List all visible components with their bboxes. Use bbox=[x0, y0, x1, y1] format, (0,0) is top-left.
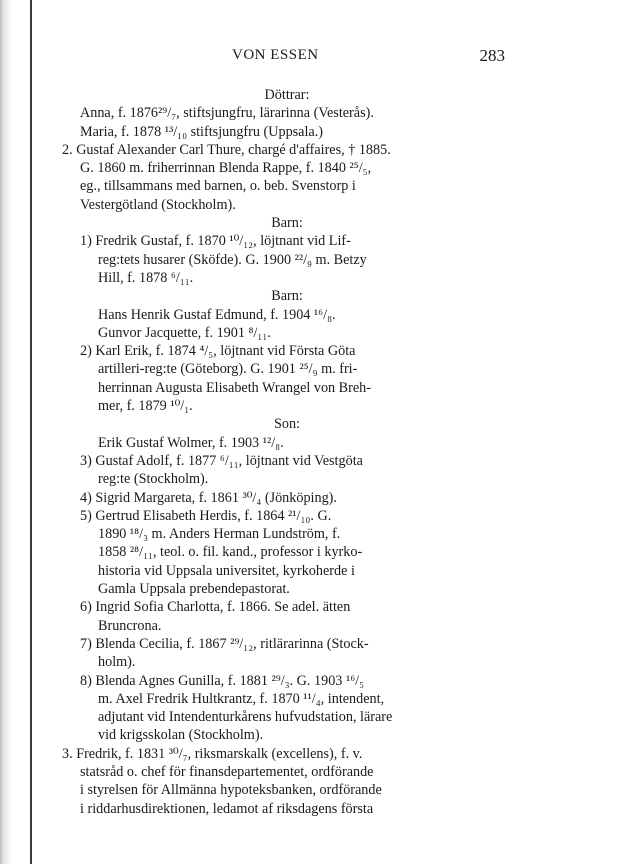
section-heading-children: Barn: bbox=[271, 215, 303, 232]
text-line: i styrelsen för Allmänna hypoteksbanken, ordförande bbox=[80, 782, 382, 799]
text-line: artilleri-reg:te (Göteborg). G. 1901 ²⁵/₉ m. fri- bbox=[98, 361, 358, 378]
text-line: Maria, f. 1878 ¹³/₁₀ stiftsjungfru (Uppsala.) bbox=[80, 123, 323, 140]
text-line: 1) Fredrik Gustaf, f. 1870 ¹⁰/₁₂, löjtnant vid Lif- bbox=[80, 233, 351, 250]
text-line: holm). bbox=[98, 654, 136, 671]
text-line: 6) Ingrid Sofia Charlotta, f. 1866. Se adel. ätten bbox=[80, 599, 351, 616]
page-number: 283 bbox=[479, 46, 505, 65]
text-line: Erik Gustaf Wolmer, f. 1903 ¹²/₈. bbox=[98, 434, 284, 451]
text-line: statsråd o. chef för finansdepartementet, ordförande bbox=[80, 763, 374, 780]
text-line: Hill, f. 1878 ⁶/₁₁. bbox=[98, 269, 194, 286]
section-heading-daughters: Döttrar: bbox=[264, 87, 310, 103]
text-line: 1858 ²⁸/₁₁, teol. o. fil. kand., professor i kyrko- bbox=[98, 544, 363, 561]
text-line: herrinnan Augusta Elisabeth Wrangel von Breh- bbox=[98, 379, 371, 396]
text-line: 8) Blenda Agnes Gunilla, f. 1881 ²⁹/₃. G. 1903 ¹⁶/₅ bbox=[80, 672, 365, 689]
text-line: 3. Fredrik, f. 1831 ³⁰/₇, riksmarskalk (excellens), f. v. bbox=[62, 745, 363, 762]
text-line: Gamla Uppsala prebendepastorat. bbox=[98, 581, 290, 598]
section-heading-son: Son: bbox=[273, 416, 301, 433]
text-line: Bruncrona. bbox=[98, 617, 162, 634]
text-line: 4) Sigrid Margareta, f. 1861 ³⁰/₄ (Jönköping). bbox=[80, 489, 337, 506]
text-line: 1890 ¹⁸/₃ m. Anders Herman Lundström, f. bbox=[98, 526, 341, 543]
text-line: Gunvor Jacquette, f. 1901 ⁸/₁₁. bbox=[98, 324, 271, 341]
text-line: 7) Blenda Cecilia, f. 1867 ²⁹/₁₂, ritlärarinna (Stock- bbox=[80, 635, 369, 652]
text-line: 2) Karl Erik, f. 1874 ⁴/₅, löjtnant vid Första Göta bbox=[80, 343, 356, 360]
binding-line bbox=[30, 0, 32, 864]
text-line: vid krigsskolan (Stockholm). bbox=[98, 727, 264, 744]
text-line: 3) Gustaf Adolf, f. 1877 ⁶/₁₁, löjtnant vid Vestgöta bbox=[80, 452, 363, 469]
text-line: historia vid Uppsala universitet, kyrkoherde i bbox=[98, 562, 355, 579]
running-title: VON ESSEN bbox=[232, 47, 319, 63]
text-line: adjutant vid Intendenturkårens hufvudstation, lärare bbox=[98, 709, 393, 726]
text-line: G. 1860 m. friherrinnan Blenda Rappe, f. 1840 ²⁵/₅, bbox=[80, 160, 372, 177]
text-line: reg:tets husarer (Sköfde). G. 1900 ²²/₉ m. Betzy bbox=[98, 251, 367, 268]
page-header bbox=[200, 47, 505, 69]
text-line: Hans Henrik Gustaf Edmund, f. 1904 ¹⁶/₈. bbox=[98, 306, 336, 323]
text-line: 5) Gertrud Elisabeth Herdis, f. 1864 ²¹/₁₀. G. bbox=[80, 507, 332, 524]
text-line: 2. Gustaf Alexander Carl Thure, chargé d'affaires, † 1885. bbox=[62, 141, 391, 158]
text-line: m. Axel Fredrik Hultkrantz, f. 1870 ¹¹/₄, intendent, bbox=[98, 690, 385, 707]
text-line: Anna, f. 1876²⁹/₇, stiftsjungfru, lärarinna (Vesterås). bbox=[80, 105, 374, 122]
text-line: i riddarhusdirektionen, ledamot af riksdagens första bbox=[80, 800, 374, 817]
text-line: reg:te (Stockholm). bbox=[98, 471, 209, 488]
section-heading-children: Barn: bbox=[271, 288, 303, 305]
page-body bbox=[62, 86, 512, 818]
text-line: Vestergötland (Stockholm). bbox=[80, 196, 236, 213]
text-line: mer, f. 1879 ¹⁰/₁. bbox=[98, 398, 193, 415]
text-line: eg., tillsammans med barnen, o. beb. Svenstorp i bbox=[80, 178, 356, 195]
binding-shadow bbox=[0, 0, 12, 864]
